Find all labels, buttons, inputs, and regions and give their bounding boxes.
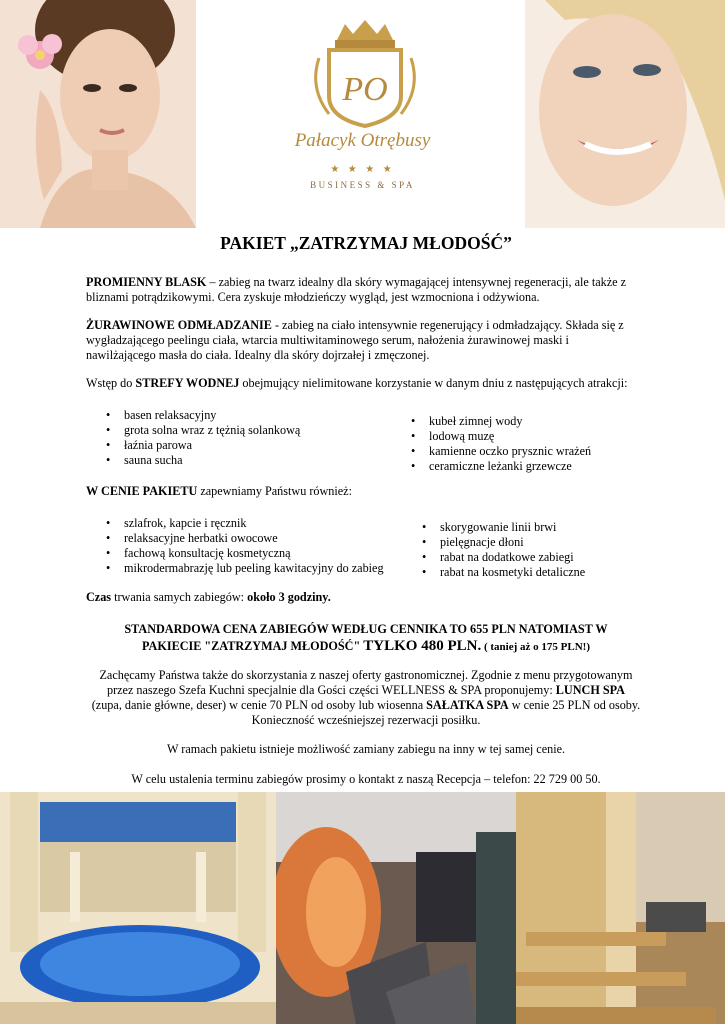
- water-zone-intro: [86, 376, 646, 391]
- brand-subtitle: BUSINESS & SPA: [310, 180, 415, 190]
- duration-text: trwania samych zabiegów:: [111, 590, 248, 604]
- water-zone-bold: STREFY WODNEJ: [135, 376, 240, 390]
- list-item: • lodową muzę: [411, 429, 591, 444]
- list-item: • grota solna wraz z tężnią solankową: [106, 423, 300, 438]
- zurawinowe-text-1: - zabieg na ciało intensywnie regenerujący i odmładzający. Składa się z: [271, 318, 624, 332]
- price-saving: ( taniej aż o 175 PLN!): [481, 641, 590, 653]
- brand-name: Pałacyk Otrębusy: [294, 130, 431, 151]
- crest-icon: [285, 18, 445, 128]
- zurawinowe-lead: ŻURAWINOWE ODMŁADZANIE: [86, 318, 272, 332]
- salt-cave-illustration: [276, 792, 516, 1024]
- gastro-line-1: Zachęcamy Państwa także do skorzystania z naszej oferty gastronomicznej. Zgodnie z menu przygotowanym: [99, 668, 633, 682]
- package-list-left: [106, 516, 388, 576]
- price-block: [86, 621, 646, 656]
- page-title: PAKIET „ZATRZYMAJ MŁODOŚĆ”: [220, 233, 512, 253]
- list-item: • szlafrok, kapcie i ręcznik: [106, 516, 388, 531]
- woman-with-flower-illustration: [0, 0, 196, 228]
- list-item: • relaksacyjne herbatki owocowe: [106, 531, 388, 546]
- water-pre: Wstęp do: [86, 376, 136, 390]
- woman-photo-left: [0, 0, 196, 228]
- sauna-photo: [516, 792, 725, 1024]
- list-item: • kubeł zimnej wody: [411, 414, 591, 429]
- smiling-woman-illustration: [525, 0, 725, 228]
- gastro-line-3: (zupa, danie główne, deser) w cenie 70 PLN od osoby lub wiosenna: [91, 698, 427, 712]
- pool-illustration: [0, 792, 276, 1024]
- salt-cave-photo: [276, 792, 516, 1024]
- footer-photos: [0, 792, 725, 1024]
- list-item: • basen relaksacyjny: [106, 408, 300, 423]
- list-item: • skorygowanie linii brwi: [422, 520, 585, 535]
- gastronomy-paragraph: [76, 668, 656, 728]
- package-intro: [86, 484, 646, 499]
- package-list-right: [422, 520, 585, 580]
- list-item: • pielęgnacje dłoni: [422, 535, 585, 550]
- list-item: • łaźnia parowa: [106, 438, 300, 453]
- lunch-spa: LUNCH SPA: [555, 683, 625, 697]
- list-item: • kamienne oczko prysznic wrażeń: [411, 444, 591, 459]
- gastro-line-2: przez naszego Szefa Kuchni specjalnie dla Gości części WELLNESS & SPA proponujemy:: [107, 683, 556, 697]
- sauna-illustration: [516, 792, 725, 1024]
- gastro-line-4: Konieczność wcześniejszej rezerwacji posiłku.: [251, 713, 481, 727]
- duration-line: [86, 590, 646, 605]
- list-item: • rabat na kosmetyki detaliczne: [422, 565, 585, 580]
- package-bold: W CENIE PAKIETU: [86, 484, 198, 498]
- pool-photo: [0, 792, 276, 1024]
- header: [0, 0, 725, 228]
- promienny-blask-text-1: – zabieg na twarz idealny dla skóry wymagającej intensywnej regeneracji, ale także z: [206, 275, 627, 289]
- price-line-1: STANDARDOWA CENA ZABIEGÓW WEDŁUG CENNIKA TO 655 PLN NATOMIAST W: [124, 622, 608, 636]
- water-list-left: [106, 408, 300, 468]
- contact-line: W celu ustalenia terminu zabiegów prosimy o kontakt z naszą Recepcja – telefon: 22 729 00 50.: [131, 772, 601, 786]
- promienny-blask-paragraph: [86, 275, 646, 305]
- price-highlight: TYLKO 480 PLN.: [363, 638, 482, 654]
- zurawinowe-paragraph: [86, 318, 646, 363]
- list-item: • sauna sucha: [106, 453, 300, 468]
- duration-bold: Czas: [86, 590, 112, 604]
- duration-hours: około 3 godziny.: [247, 590, 331, 604]
- promienny-blask-text-2: bliznami potrądzikowymi. Cera zyskuje młodzieńczy wygląd, jest wzmocniona i odżywiona.: [86, 290, 540, 304]
- promienny-blask-lead: PROMIENNY BLASK: [86, 275, 207, 289]
- package-post: zapewniamy Państwu również:: [197, 484, 352, 498]
- list-item: • fachową konsultację kosmetyczną: [106, 546, 388, 561]
- zurawinowe-text-2: wygładzającego peelingu ciała, wtarcia multiwitaminowego serum, nałożenia żurawinowej maski i: [86, 333, 569, 347]
- list-item: • mikrodermabrazję lub peeling kawitacyjny do zabieg: [106, 561, 388, 576]
- woman-photo-right: [525, 0, 725, 228]
- price-line-2: PAKIECIE "ZATRZYMAJ MŁODOŚĆ": [142, 639, 364, 653]
- monogram-text: PO: [342, 71, 388, 108]
- zurawinowe-text-3: nawilżającego masła do ciała. Idealny dla skóry dojrzałej i zmęczonej.: [86, 348, 430, 362]
- list-item: • rabat na dodatkowe zabiegi: [422, 550, 585, 565]
- water-post: obejmujący nielimitowane korzystanie w danym dniu z następujących atrakcji:: [239, 376, 628, 390]
- list-item: • ceramiczne leżanki grzewcze: [411, 459, 591, 474]
- brand-stars: ★ ★ ★ ★: [330, 164, 395, 175]
- swap-note: W ramach pakietu istnieje możliwość zamiany zabiegu na inny w tej samej cenie.: [166, 742, 566, 756]
- gastro-line-3-end: w cenie 25 PLN od osoby.: [508, 698, 641, 712]
- water-list-right: [411, 414, 591, 474]
- salatka-spa: SAŁATKA SPA: [426, 698, 509, 712]
